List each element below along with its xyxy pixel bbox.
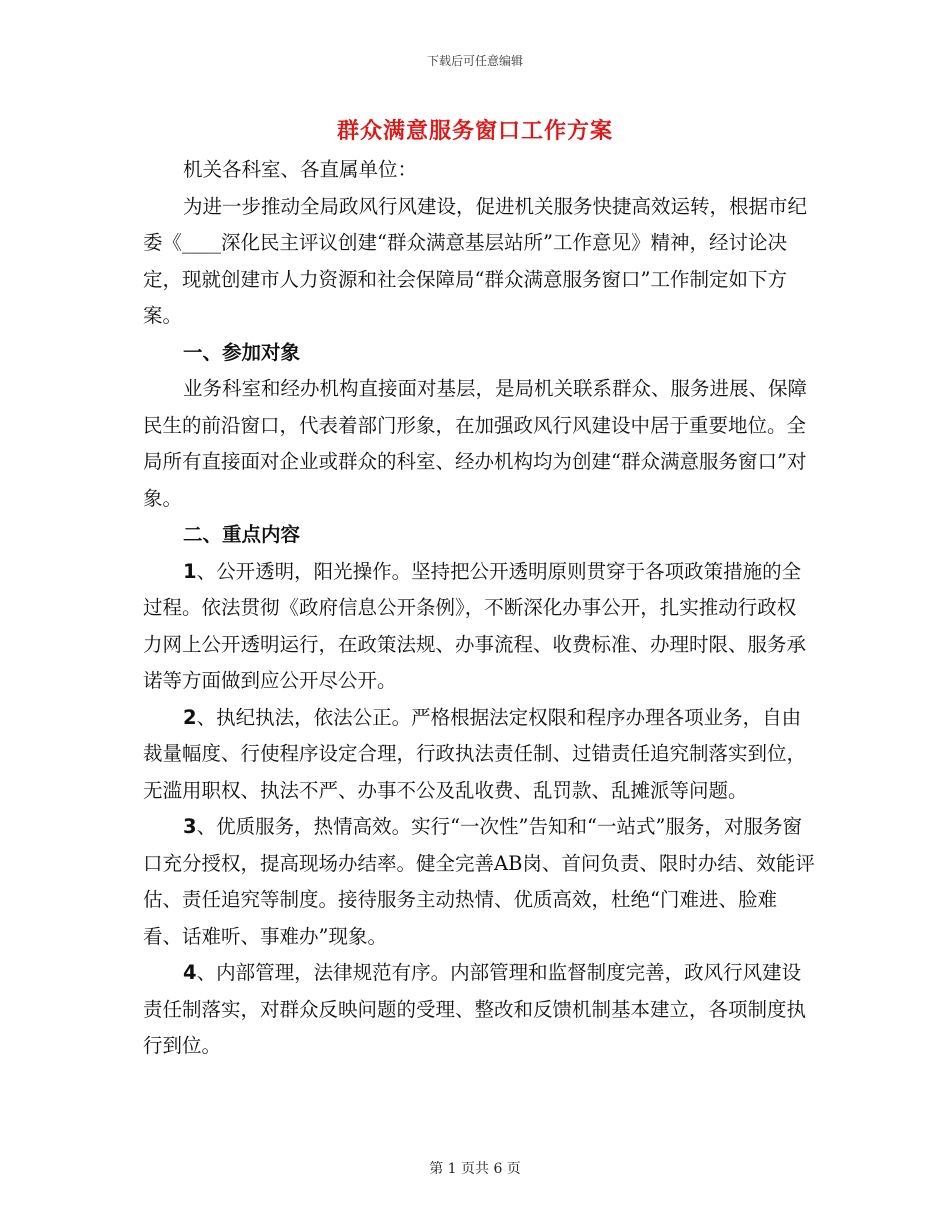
- key-content-item: [143, 809, 815, 955]
- key-content-item: [143, 955, 815, 1065]
- item-number: 4: [183, 961, 197, 984]
- item-number: 1: [183, 559, 197, 583]
- item-number: 2: [183, 705, 197, 729]
- document-title: 群众满意服务窗口工作方案: [336, 119, 613, 144]
- item-text: 、公开透明，阳光操作。坚持把公开透明原则贯穿于各项政策措施的全过程。依法贯彻《政府信息公开条例》，不断深化办事公开，扎实推动行政权力网上公开透明运行，在政策法规、办事流程、收费标准、办理时限、服务承诺等方面做到应公开尽公开。: [143, 559, 807, 692]
- participants-paragraph: 业务科室和经办机构直接面对基层，是局机关联系群众、服务进展、保障民生的前沿窗口，代表着部门形象，在加强政风行风建设中居于重要地位。全局所有直接面对企业或群众的科室、经办机构均为创建“群众满意服务窗口”对象。: [143, 377, 808, 510]
- key-content-item: [143, 700, 815, 810]
- intro-paragraph: 为进一步推动全局政风行风建设，促进机关服务快捷高效运转，根据市纪委《____深化民主评议创建“群众满意基层站所”工作意见》精神，经讨论决定，现就创建市人力资源和社会保障局“群众满意服务窗口”工作制定如下方案。: [143, 194, 808, 327]
- document-body: [143, 152, 815, 1065]
- key-content-item: [143, 554, 815, 700]
- item-text: 、执纪执法，依法公正。严格根据法定权限和程序办理各项业务，自由裁量幅度、行使程序设定合理，行政执法责任制、过错责任追究制落实到位，无滥用职权、执法不严、办事不公及乱收费、乱罚款、乱摊派等问题。: [143, 705, 807, 802]
- page-footer: 第 1 页共 6 页: [429, 1161, 521, 1177]
- section-heading-key-content: 二、重点内容: [183, 523, 301, 546]
- item-text: 、优质服务，热情高效。实行“一次性”告知和“一站式”服务，对服务窗口充分授权，提高现场办结率。健全完善AB岗、首问负责、限时办结、效能评估、责任追究等制度。接待服务主动热情、优质高效，杜绝“门难进、脸难看、话难听、事难办”现象。: [143, 815, 815, 948]
- item-number: 3: [183, 815, 197, 838]
- header-note: 下载后可任意编辑: [426, 54, 523, 68]
- salutation: 机关各科室、各直属单位：: [183, 158, 418, 181]
- section-heading-participants: 一、参加对象: [183, 340, 301, 364]
- item-text: 、内部管理，法律规范有序。内部管理和监督制度完善，政风行风建设责任制落实，对群众反映问题的受理、整改和反馈机制基本建立，各项制度执行到位。: [143, 961, 807, 1057]
